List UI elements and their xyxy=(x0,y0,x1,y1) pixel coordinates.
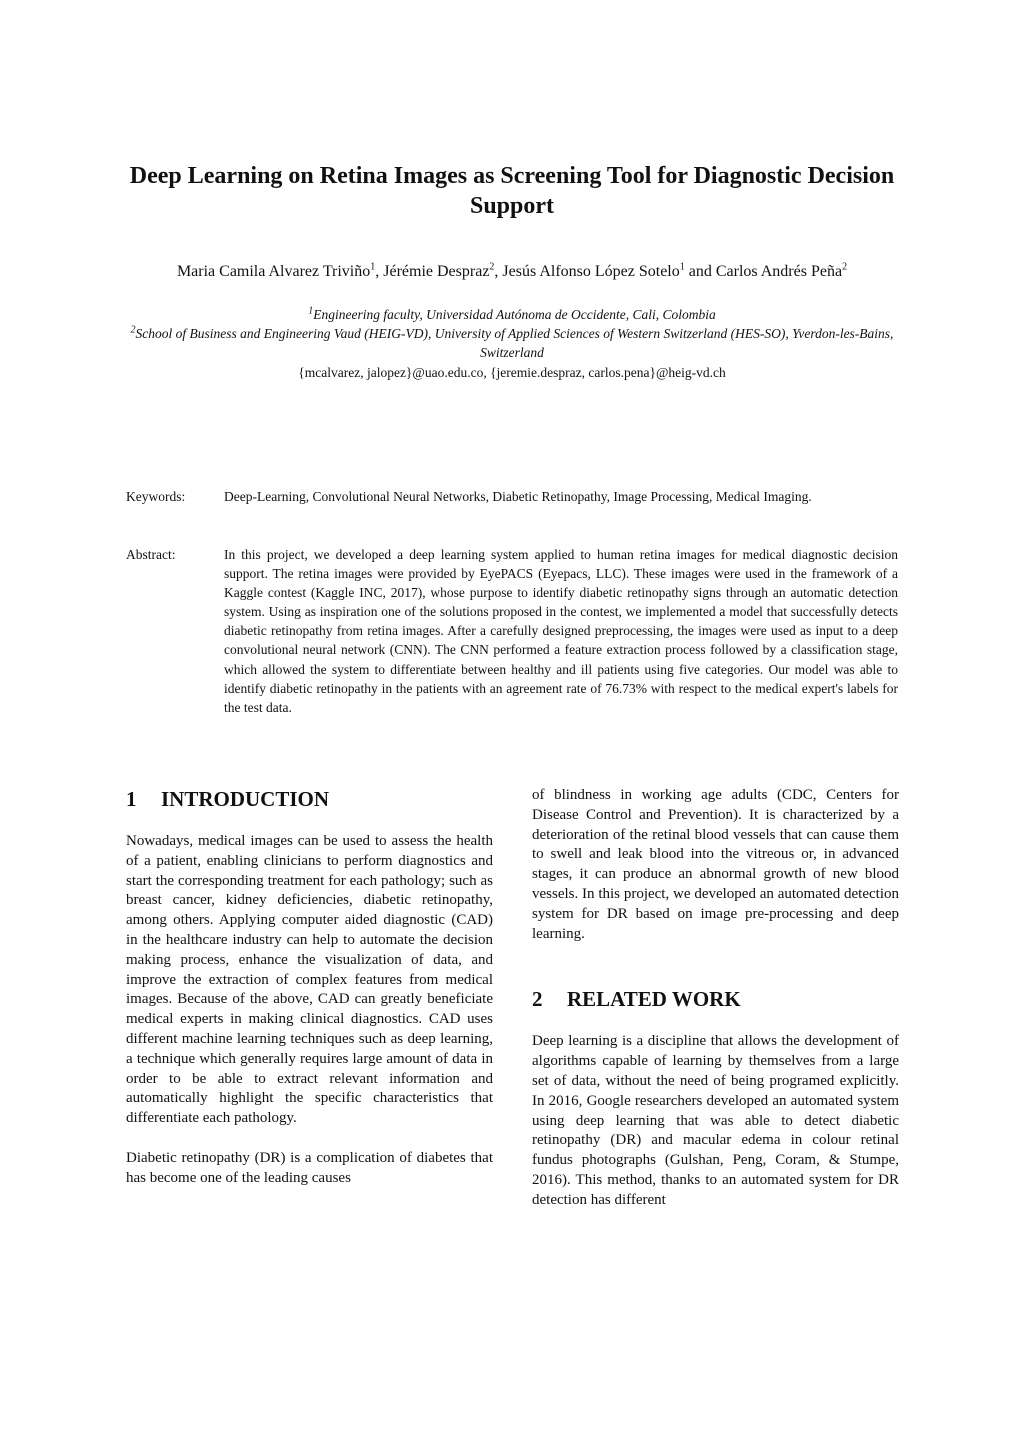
author-2-affil: 2 xyxy=(489,261,495,273)
section-title: INTRODUCTION xyxy=(161,787,330,811)
related-paragraph-1: Deep learning is a discipline that allows the development of algorithms capable of learning by themselves from a large set of data, without the need of being programed explicitly. In 2016, Google researchers developed an automated system using deep learning that was able to detect diabetic retinopathy (DR) and macular edema in colour retinal fundus photographs (Gulshan, Peng, Coram, & Stumpe, 2016). This method, thanks to an automated system for DR detection has different xyxy=(532,1033,899,1208)
author-4: and Carlos Andrés Peña xyxy=(684,263,843,280)
author-1-affil: 1 xyxy=(370,261,376,273)
affiliation-2-marker: 2 xyxy=(130,324,136,336)
abstract-text: In this project, we developed a deep learning system applied to human retina images for medical diagnostic decision support. The retina images were provided by EyePACS (Eyepacs, LLC). These images were used in the framework of a Kaggle contest (Kaggle INC, 2017), whose purpose to identify diabetic retinopathy signs through an automatic detection system. Using as inspiration one of the solutions proposed in the contest, we implemented a model that successfully detects diabetic retinopathy from retina images. After a carefully designed preprocessing, the images were used as input to a deep convolutional neural network (CNN). The CNN performed a feature extraction process followed by a classification stage, which allowed the system to differentiate between healthy and ill patients using five categories. Our model was able to identify diabetic retinopathy in the patients with an agreement rate of 76.73% with respect to the medical expert's labels for the test data. xyxy=(224,547,898,715)
author-4-affil: 2 xyxy=(842,261,848,273)
author-1: Maria Camila Alvarez Triviño xyxy=(176,263,371,280)
author-3-affil: 1 xyxy=(679,261,685,273)
intro-paragraph-1: Nowadays, medical images can be used to assess the health of a patient, enabling clinicians to perform diagnostics and start the corresponding treatment for each pathology; such as breast cancer, kidney deficiencies, diabetic retinopathy, among others. Applying computer aided diagnostic (CAD) in the healthcare industry can help to automate the decision making process, enhance the visualization of data, and improve the extraction of complex features from medical images. Because of the above, CAD can greatly beneficiate medical experts in making clinical diagnostics. CAD uses different machine learning techniques such as deep learning, a technique which generally requires large amount of data in order to be able to extract relevant information and automatically highlight the specific characteristics that differentiate each pathology. xyxy=(126,833,493,1127)
section-number: 2 xyxy=(532,987,543,1012)
abstract-label: Abstract: xyxy=(126,547,176,562)
section-heading-introduction xyxy=(126,786,493,812)
affiliation-1 xyxy=(120,305,904,324)
keywords-text: Deep-Learning, Convolutional Neural Networks, Diabetic Retinopathy, Image Processing, Medical Imaging. xyxy=(224,489,812,504)
left-column xyxy=(126,786,493,1188)
paper-title: Deep Learning on Retina Images as Screening Tool for Diagnostic Decision Support xyxy=(129,163,895,219)
author-2: , Jérémie Despraz xyxy=(375,263,490,280)
keywords-label: Keywords: xyxy=(126,489,186,504)
section-title: RELATED WORK xyxy=(567,987,741,1012)
right-column xyxy=(532,786,899,1211)
affiliation-1-text: Engineering faculty, Universidad Autónoma de Occidente, Cali, Colombia xyxy=(313,307,716,322)
affiliation-2 xyxy=(120,324,904,362)
affiliation-2-text: School of Business and Engineering Vaud (HEIG-VD), University of Applied Sciences of Western Switzerland (HES-SO), Yverdon-les-Bains, Switzerland xyxy=(135,326,894,360)
section-number: 1 xyxy=(126,787,137,811)
author-list xyxy=(120,260,904,283)
intro-paragraph-2: Diabetic retinopathy (DR) is a complication of diabetes that has become one of the leading causes xyxy=(126,1149,493,1186)
intro-paragraph-2-continued: of blindness in working age adults (CDC, Centers for Disease Control and Prevention). It is characterized by a deterioration of the retinal blood vessels that can cause them to swell and leak blood into the vitreous or, in advanced stages, it can produce an abnormal growth of new blood vessels. In this project, we developed an automated detection system for DR based on image pre-processing and deep learning. xyxy=(532,787,899,942)
affiliation-1-marker: 1 xyxy=(308,305,314,317)
author-emails: {mcalvarez, jalopez}@uao.edu.co, {jeremie.despraz, carlos.pena}@heig-vd.ch xyxy=(298,365,726,380)
author-3: , Jesús Alfonso López Sotelo xyxy=(494,263,680,280)
section-heading-related-work xyxy=(532,986,899,1012)
